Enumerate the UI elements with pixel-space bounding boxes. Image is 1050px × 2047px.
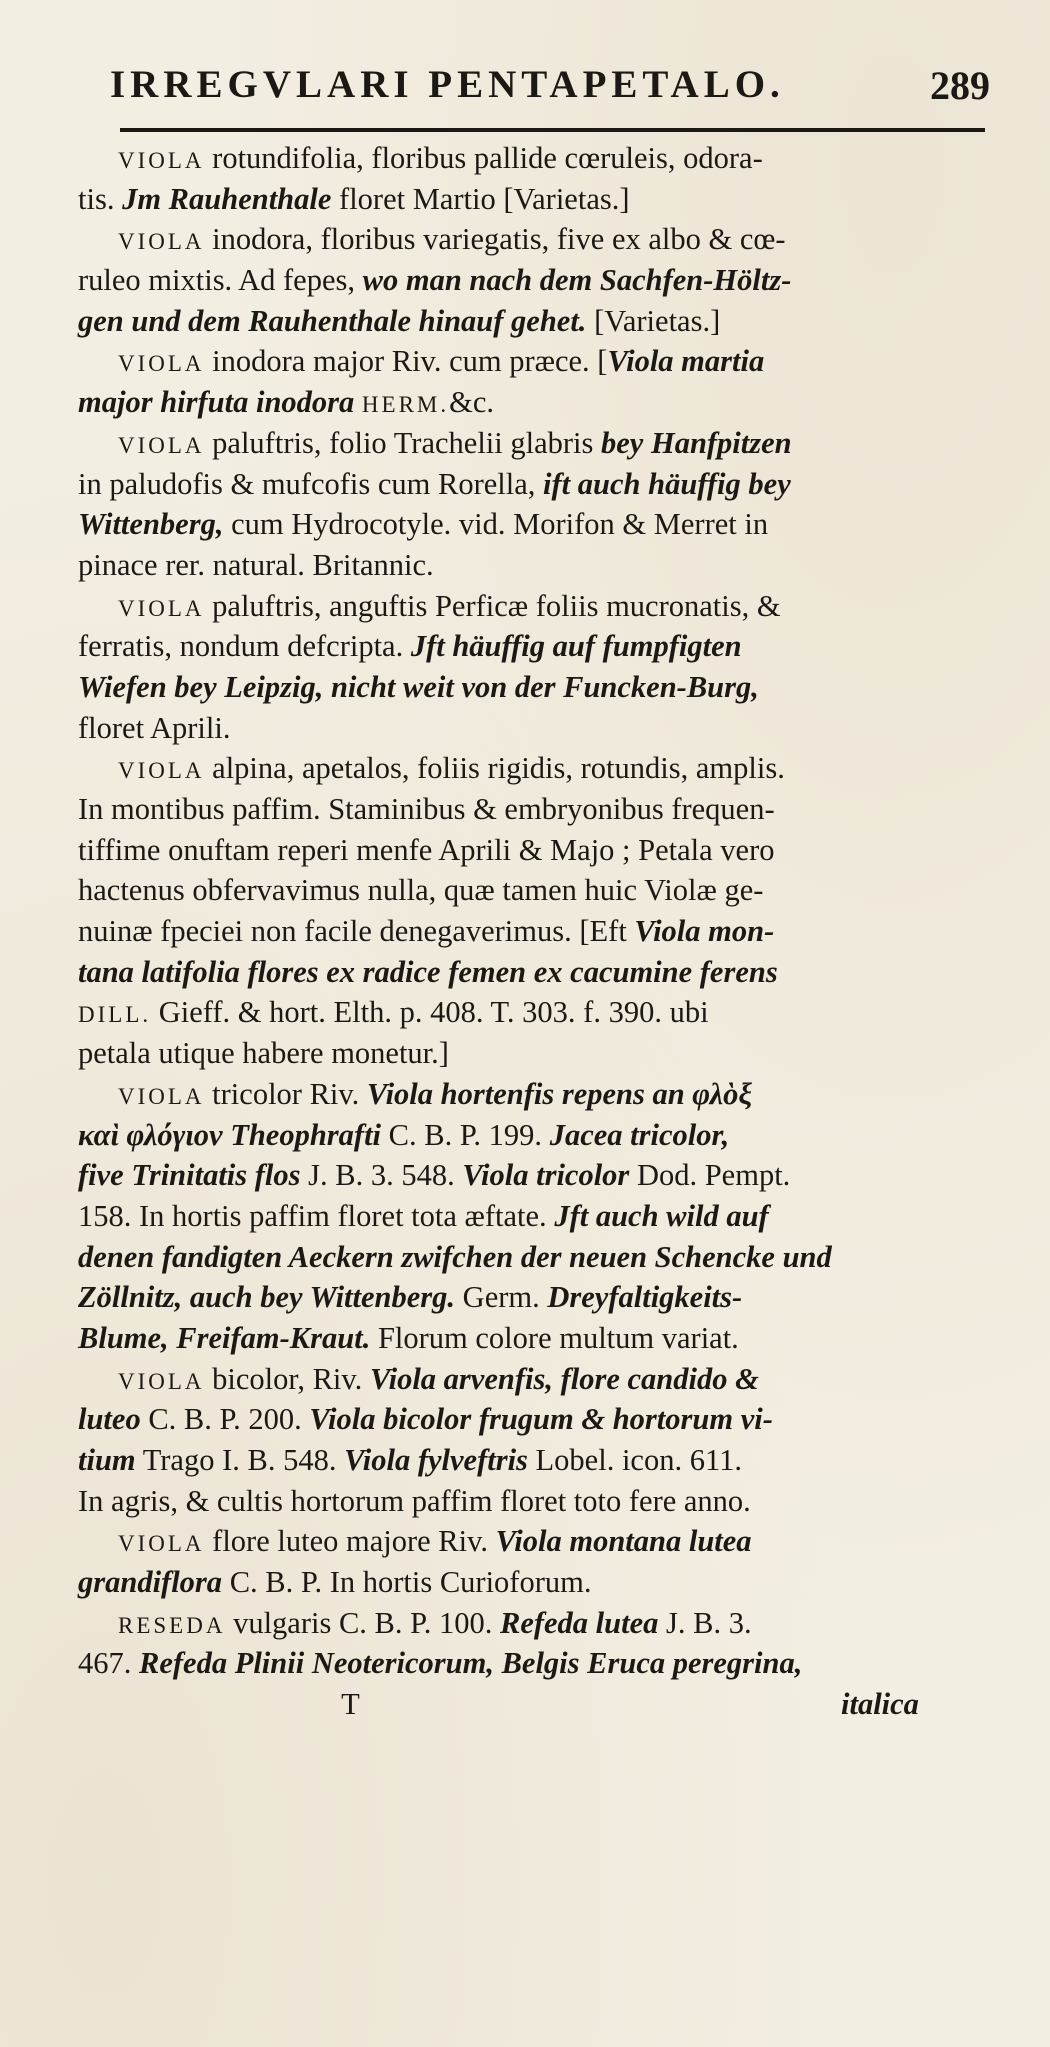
italic-text: Jm Rauhenthale <box>122 181 332 216</box>
text-line <box>78 667 1043 708</box>
text-line <box>78 138 1043 179</box>
roman-text: J. B. 3. <box>658 1605 752 1640</box>
italic-text: Wittenberg, <box>78 507 224 542</box>
italic-text: Viola montana lutea <box>495 1524 752 1559</box>
text-line <box>78 382 1043 423</box>
small-caps-term: VIOLA <box>118 351 205 377</box>
roman-text: Dod. Pempt. <box>629 1158 791 1193</box>
roman-text: paluftris, anguftis Perficæ foliis mucronatis, & <box>204 588 781 623</box>
text-line <box>78 1074 1043 1115</box>
text-line <box>78 708 1043 749</box>
text-line <box>78 1196 1043 1237</box>
roman-text: flore luteo majore Riv. <box>204 1524 496 1559</box>
roman-text: In montibus paffim. Staminibus & embryonibus frequen- <box>78 792 775 826</box>
italic-text: bey Hanfpitzen <box>601 425 792 460</box>
small-caps-term: VIOLA <box>118 1368 205 1394</box>
roman-text: Florum colore multum variat. <box>370 1320 739 1355</box>
roman-text: rotundifolia, floribus pallide cœruleis, odora- <box>204 141 763 175</box>
italic-text: Viola arvenfis, flore candido & <box>369 1361 759 1396</box>
text-line <box>78 748 1043 789</box>
text-line <box>78 1277 1043 1318</box>
text-line <box>78 1033 1043 1074</box>
roman-text: 158. In hortis paffim floret tota æftate. <box>78 1198 555 1233</box>
small-caps-term: VIOLA <box>118 1083 205 1109</box>
italic-text: Viola martia <box>607 344 765 379</box>
page-number: 289 <box>930 63 990 108</box>
text-line <box>78 1481 1043 1522</box>
text-line <box>78 911 1043 952</box>
small-caps-term: HERM. <box>361 392 450 418</box>
text-line <box>78 1115 1043 1156</box>
small-caps-term: VIOLA <box>118 758 205 784</box>
small-caps-term: DILL. <box>78 1002 152 1028</box>
italic-text: Zöllnitz, auch bey Wittenberg. <box>78 1280 456 1315</box>
roman-text: cum Hydrocotyle. vid. Morifon & Merret in <box>223 507 769 542</box>
italic-text: major hirfuta inodora <box>78 385 355 420</box>
roman-text: vulgaris C. B. P. 100. <box>225 1605 500 1640</box>
roman-text <box>354 385 362 419</box>
roman-text: floret Aprili. <box>78 710 231 745</box>
text-line <box>78 260 1043 301</box>
text-line <box>78 219 1043 260</box>
roman-text: paluftris, folio Trachelii glabris <box>204 425 602 460</box>
text-line <box>78 504 1043 545</box>
text-line <box>78 626 1043 667</box>
italic-text: gen und dem Rauhenthale hinauf gehet. <box>78 303 587 338</box>
roman-text: C. B. P. 199. <box>381 1117 550 1152</box>
small-caps-term: VIOLA <box>118 432 205 458</box>
text-line <box>78 1359 1043 1400</box>
roman-text: [Varietas.] <box>586 303 721 338</box>
roman-text: Lobel. icon. 611. <box>527 1443 742 1477</box>
roman-text: In agris, & cultis hortorum paffim floret toto fere anno. <box>78 1483 751 1518</box>
text-body <box>78 138 1043 1725</box>
roman-text: pinace rer. natural. Britannic. <box>78 547 434 582</box>
roman-text: alpina, apetalos, foliis rigidis, rotundis, amplis. <box>204 751 785 786</box>
italic-text: five Trinitatis flos <box>78 1158 301 1193</box>
text-line <box>78 789 1043 830</box>
text-line <box>78 586 1043 627</box>
italic-text: Jacea tricolor, <box>549 1117 730 1152</box>
italic-text: Jft häuffig auf fumpfigten <box>410 629 742 664</box>
small-caps-term: VIOLA <box>118 229 205 255</box>
text-line <box>78 545 1043 586</box>
roman-text: C. B. P. In hortis Curioforum. <box>222 1565 592 1600</box>
text-line <box>78 830 1043 871</box>
running-title: IRREGVLARI PENTAPETALO. <box>110 63 785 106</box>
roman-text: Trago I. B. 548. <box>135 1443 345 1477</box>
italic-text: tium <box>78 1443 136 1477</box>
italic-text: tana latifolia flores ex radice femen ex cacumine ferens <box>78 954 778 989</box>
italic-text: wo man nach dem Sachfen-Höltz- <box>362 263 792 298</box>
roman-text: tis. <box>78 181 123 216</box>
text-line <box>78 870 1043 911</box>
roman-text: tricolor Riv. <box>204 1076 367 1111</box>
text-line <box>78 1399 1043 1440</box>
italic-text: Viola hortenfis repens an φλὸξ <box>366 1076 753 1111</box>
roman-text: inodora major Riv. cum præce. [ <box>204 344 608 379</box>
roman-text: in paludofis & mufcofis cum Rorella, <box>78 466 544 501</box>
italic-text: grandiflora <box>78 1565 223 1600</box>
italic-text: καὶ φλόγιον Theophrafti <box>78 1117 382 1152</box>
text-line <box>78 992 1043 1033</box>
roman-text: inodora, floribus variegatis, five ex albo & cœ- <box>204 222 786 257</box>
roman-text: ferratis, nondum defcripta. <box>78 629 411 664</box>
text-line <box>78 423 1043 464</box>
header-rule <box>120 128 985 132</box>
text-line <box>78 1521 1043 1562</box>
roman-text: bicolor, Riv. <box>204 1361 370 1396</box>
text-line <box>78 952 1043 993</box>
roman-text: &c. <box>449 385 494 420</box>
text-line <box>78 179 1043 220</box>
roman-text: Germ. <box>455 1280 548 1315</box>
footer-line <box>78 1684 1043 1725</box>
catchword: italica <box>841 1687 919 1722</box>
text-line <box>78 1603 1043 1644</box>
italic-text: luteo <box>78 1402 141 1437</box>
roman-text: Gieff. & hort. Elth. p. 408. T. 303. f. 390. ubi <box>151 995 709 1030</box>
running-header <box>110 62 990 112</box>
text-line <box>78 341 1043 382</box>
small-caps-term: VIOLA <box>118 148 205 173</box>
roman-text: C. B. P. 200. <box>140 1402 310 1437</box>
small-caps-term: RESEDA <box>118 1612 226 1638</box>
signature-mark: T <box>341 1687 360 1722</box>
text-line <box>78 464 1043 505</box>
italic-text: Viola bicolor frugum & hortorum vi- <box>309 1402 773 1437</box>
roman-text: floret Martio [Varietas.] <box>331 181 630 216</box>
roman-text: nuinæ fpeciei non facile denegaverimus. [Eft <box>78 914 635 949</box>
small-caps-term: VIOLA <box>118 1531 205 1557</box>
italic-text: Blume, Freifam-Kraut. <box>78 1320 371 1355</box>
small-caps-term: VIOLA <box>118 595 205 621</box>
text-line <box>78 1155 1043 1196</box>
text-line <box>78 1440 1043 1481</box>
text-line <box>78 1562 1043 1603</box>
text-lines <box>78 138 1043 1684</box>
italic-text: Dreyfaltigkeits- <box>547 1280 743 1315</box>
italic-text: Refeda lutea <box>499 1605 659 1640</box>
roman-text: tiffime onuftam reperi menfe Aprili & Majo ; Petala vero <box>78 832 775 867</box>
roman-text: petala utique habere monetur.] <box>78 1036 449 1071</box>
text-line <box>78 1237 1043 1278</box>
italic-text: denen fandigten Aeckern zwifchen der neuen Schencke und <box>78 1239 832 1274</box>
italic-text: ift auch häuffig bey <box>543 466 791 501</box>
roman-text: hactenus obfervavimus nulla, quæ tamen huic Violæ ge- <box>78 873 764 908</box>
italic-text: Jft auch wild auf <box>554 1198 769 1233</box>
italic-text: Refeda Plinii Neotericorum, Belgis Eruca peregrina, <box>139 1646 803 1681</box>
text-line <box>78 1318 1043 1359</box>
roman-text: ruleo mixtis. Ad fepes, <box>78 263 363 298</box>
roman-text: J. B. 3. 548. <box>300 1158 463 1193</box>
text-line <box>78 301 1043 342</box>
text-line <box>78 1643 1043 1684</box>
italic-text: Viola mon- <box>634 914 775 949</box>
italic-text: Viola tricolor <box>462 1158 630 1193</box>
italic-text: Wiefen bey Leipzig, nicht weit von der Funcken-Burg, <box>78 669 759 704</box>
italic-text: Viola fylveftris <box>344 1443 528 1477</box>
roman-text: 467. <box>78 1646 139 1681</box>
